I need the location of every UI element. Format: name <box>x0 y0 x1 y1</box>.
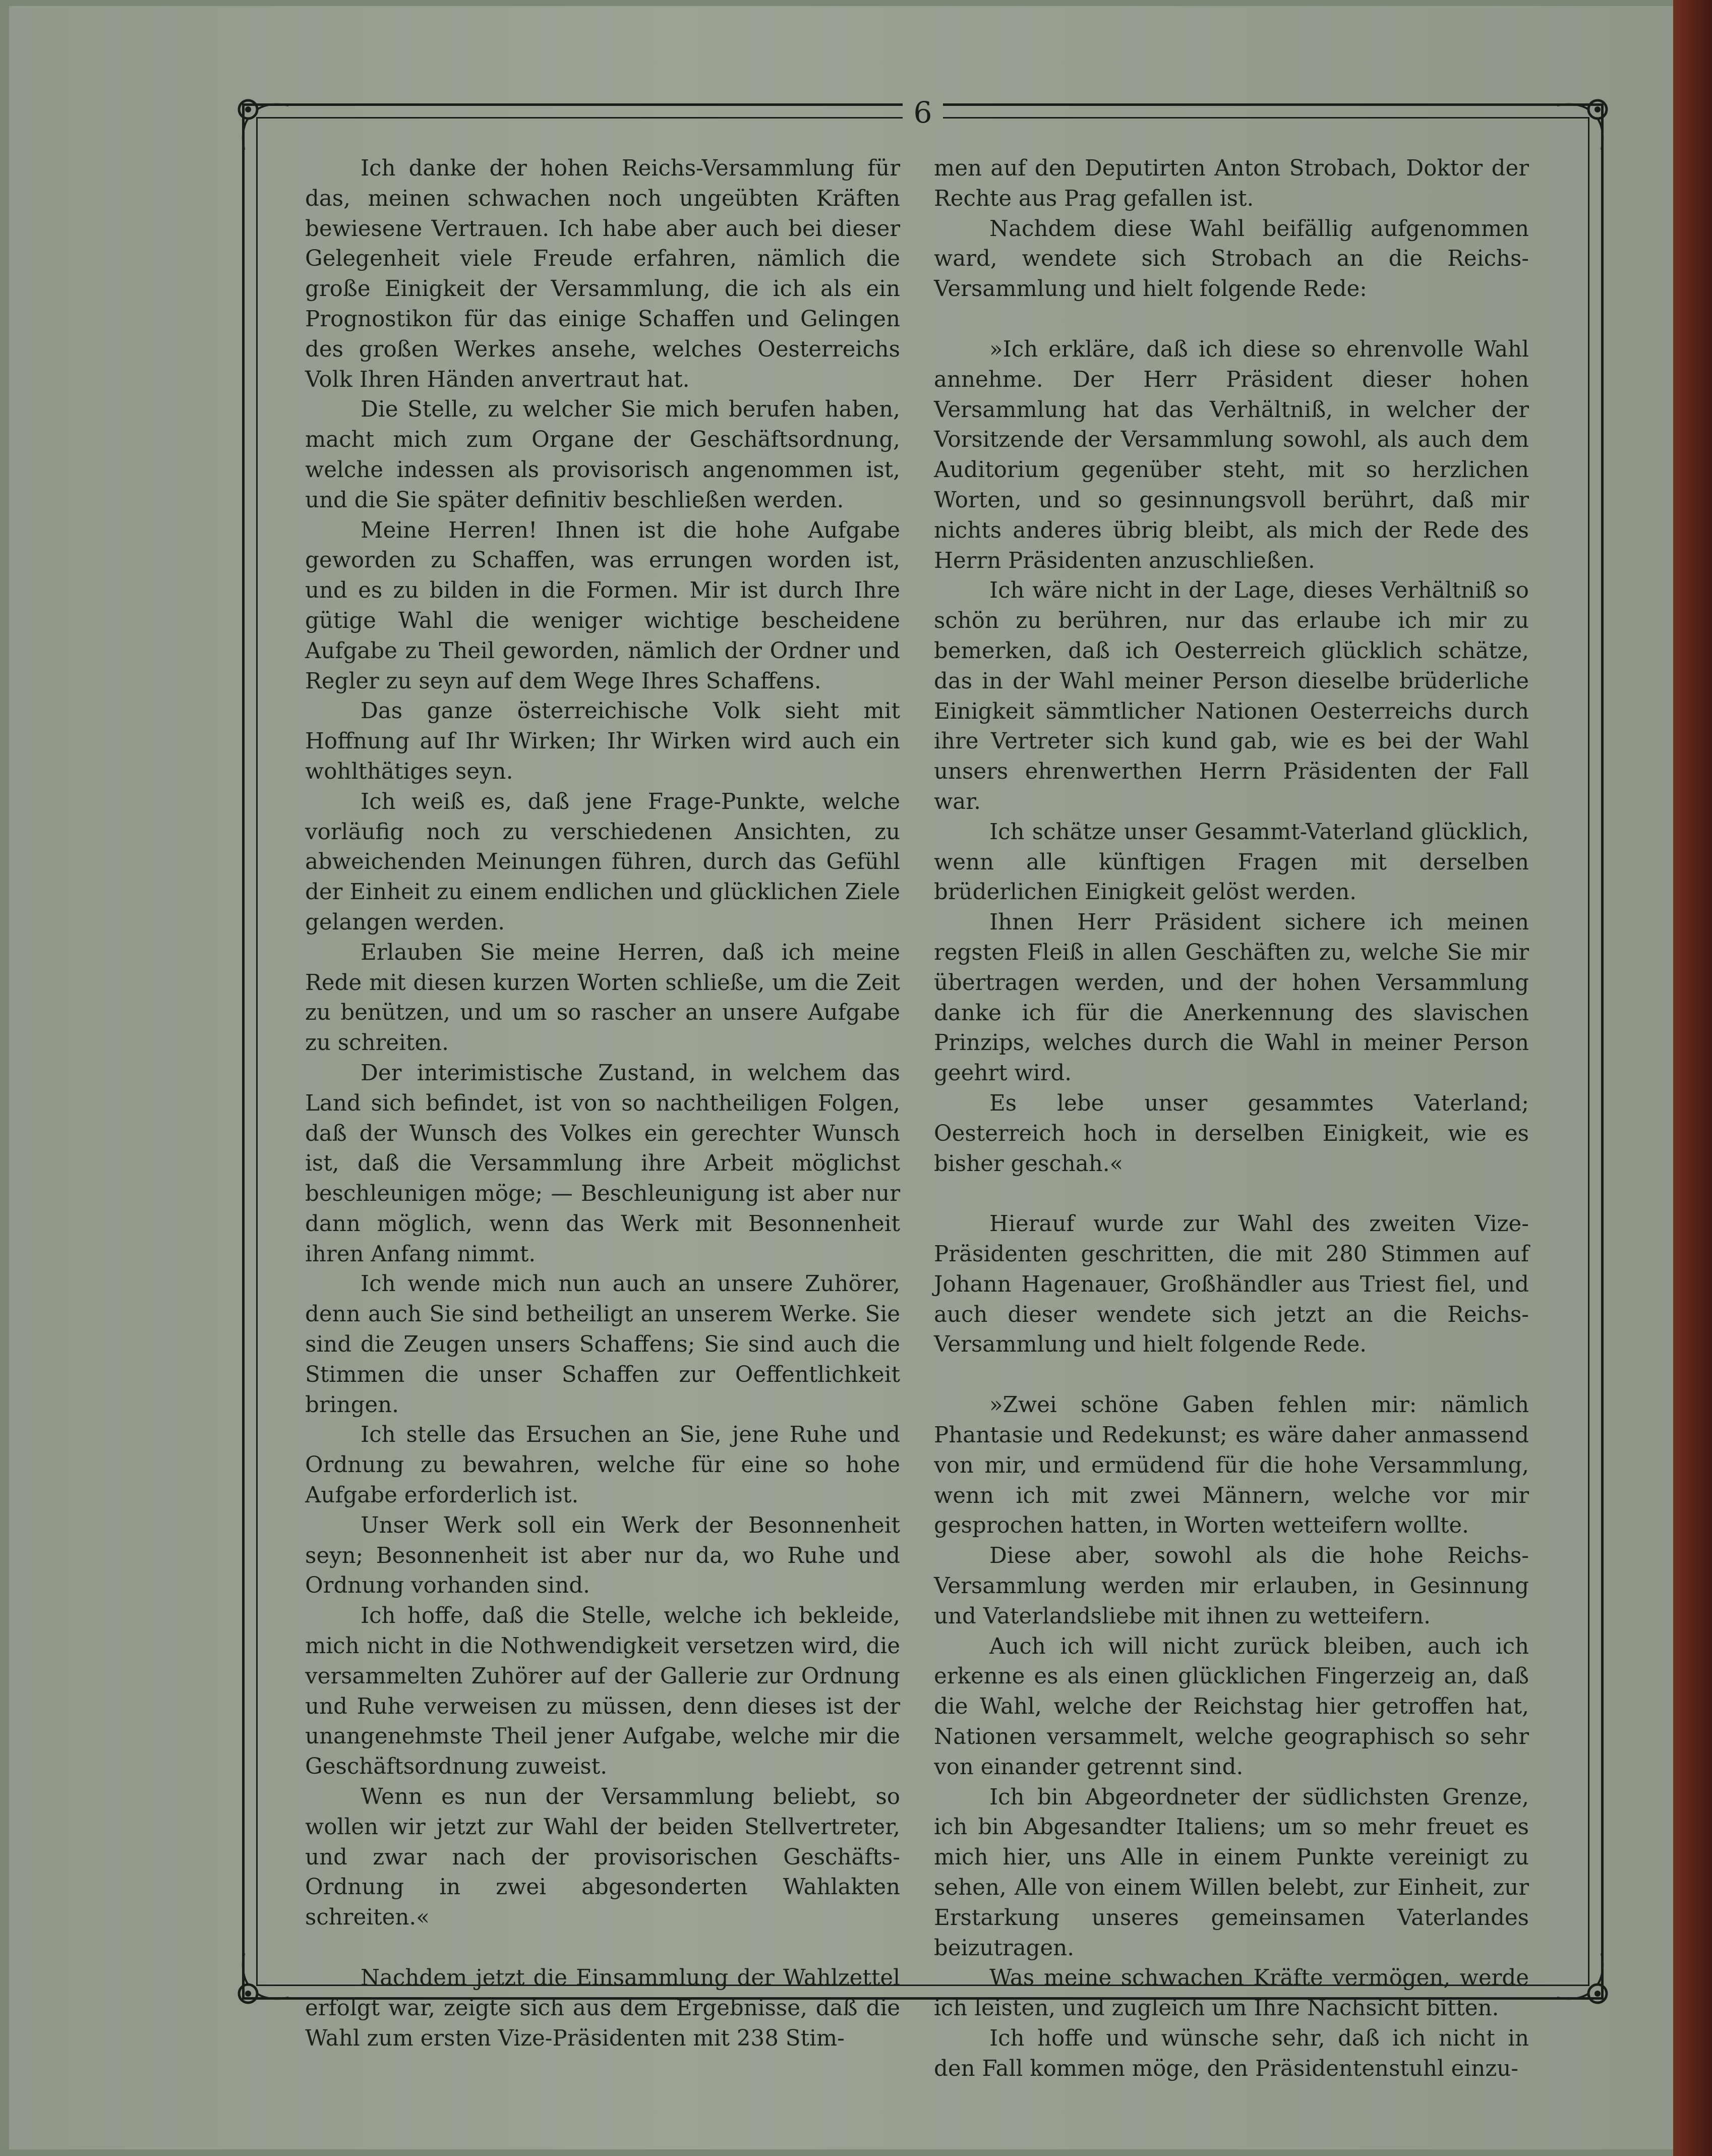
page-number: 6 <box>903 95 943 130</box>
book-spine <box>1673 0 1712 2156</box>
paragraph: Ihnen Herr Präsident sichere ich meinen regsten Fleiß in allen Geschäften zu, welche Sie mir übertragen werden, und der hohen Versammlung danke ich für die Anerkennung des slavischen Prinzips, welches durch die Wahl in meiner Person geehrt wird. <box>934 910 1529 1086</box>
paragraph: Diese aber, sowohl als die hohe Reichs-Versammlung werden mir erlauben, in Gesinnung und Vaterlandsliebe mit ihnen zu wetteifern. <box>934 1543 1529 1629</box>
paragraph: Was meine schwachen Kräfte vermögen, werde ich leisten, und zugleich um Ihre Nachsicht bitten. <box>934 1965 1529 2021</box>
paragraph: Ich stelle das Ersuchen an Sie, jene Ruhe und Ordnung zu bewahren, welche für eine so hohe Aufgabe erforderlich ist. <box>305 1422 900 1508</box>
paragraph: »Zwei schöne Gaben fehlen mir: nämlich Phantasie und Redekunst; es wäre daher anmassend von mir, und ermüdend für die hohe Versammlung, wenn ich mit zwei Männern, welche vor mir gesprochen hatten, in Worten wetteifern wollte. <box>934 1392 1529 1539</box>
paragraph: men auf den Deputirten Anton Strobach, Doktor der Rechte aus Prag gefallen ist. <box>934 156 1529 211</box>
paragraph: »Ich erkläre, daß ich diese so ehrenvolle Wahl annehme. Der Herr Präsident dieser hohen Versammlung hat das Verhältniß, in welcher der Vorsitzende der Versammlung sowohl, als auch dem Auditorium gegenüber steht, mit so herzlichen Worten, und so gesinnungsvoll berührt, daß mir nichts anderes übrig bleibt, als mich der Rede des Herrn Präsidenten anzuschließen. <box>934 336 1529 573</box>
paragraph: Ich weiß es, daß jene Frage-Punkte, welche vorläufig noch zu verschiedenen Ansichten, zu abweichenden Meinungen führen, durch das Gefühl der Einheit zu einem endlichen und glücklichen Ziele gelangen werden. <box>305 789 900 935</box>
text-column-right <box>934 154 1529 2081</box>
paragraph: Nachdem jetzt die Einsammlung der Wahlzettel erfolgt war, zeigte sich aus dem Ergebnisse, daß die Wahl zum ersten Vize-Präsidenten mit 238 Stim- <box>305 1965 900 2051</box>
paragraph: Ich hoffe und wünsche sehr, daß ich nicht in den Fall kommen möge, den Präsidentenstuhl einzu- <box>934 2026 1529 2081</box>
paragraph: Ich wende mich nun auch an unsere Zuhörer, denn auch Sie sind betheiligt an unserem Werke. Sie sind die Zeugen unsers Schaffens; Sie sind auch die Stimmen die unser Schaffen zur Oeffentlichkeit bringen. <box>305 1271 900 1418</box>
paragraph: Ich wäre nicht in der Lage, dieses Verhältniß so schön zu berühren, nur das erlaube ich mir zu bemerken, daß ich Oesterreich glücklich schätze, das in der Wahl meiner Person dieselbe brüderliche Einigkeit sämmtlicher Nationen Oesterreichs durch ihre Vertreter sich kund gab, wie es bei der Wahl unsers ehrenwerthen Herrn Präsidenten der Fall war. <box>934 578 1529 814</box>
corner-ornament-icon <box>233 94 293 155</box>
paragraph: Auch ich will nicht zurück bleiben, auch ich erkenne es als einen glücklichen Fingerzeig an, daß die Wahl, welche der Reichstag hier getroffen hat, Nationen versammelt, welche geographisch so sehr von einander getrennt sind. <box>934 1634 1529 1780</box>
corner-ornament-icon <box>233 1948 293 2009</box>
corner-ornament-icon <box>1552 94 1613 155</box>
paragraph: Ich bin Abgeordneter der südlichsten Grenze, ich bin Abgesandter Italiens; um so mehr freuet es mich hier, uns Alle in einem Punkte vereinigt zu sehen, Alle von einem Willen belebt, zur Einheit, zur Erstarkung unseres gemeinsamen Vaterlandes beizutragen. <box>934 1784 1529 1961</box>
paragraph: Es lebe unser gesammtes Vaterland; Oesterreich hoch in derselben Einigkeit, wie es bisher geschah.« <box>934 1090 1529 1177</box>
paragraph: Erlauben Sie meine Herren, daß ich meine Rede mit diesen kurzen Worten schließe, um die Zeit zu benützen, und um so rascher an unsere Aufgabe zu schreiten. <box>305 940 900 1056</box>
corner-ornament-icon <box>1552 1948 1613 2009</box>
paragraph: Nachdem diese Wahl beifällig aufgenommen ward, wendete sich Strobach an die Reichs-Versammlung und hielt folgende Rede: <box>934 216 1529 302</box>
paragraph: Ich schätze unser Gesammt-Vaterland glücklich, wenn alle künftigen Fragen mit derselben brüderlichen Einigkeit gelöst werden. <box>934 819 1529 905</box>
paragraph: Das ganze österreichische Volk sieht mit Hoffnung auf Ihr Wirken; Ihr Wirken wird auch ein wohlthätiges seyn. <box>305 698 900 784</box>
paragraph: Meine Herren! Ihnen ist die hohe Aufgabe geworden zu Schaffen, was errungen worden ist, und es zu bilden in die Formen. Mir ist durch Ihre gütige Wahl die weniger wichtige bescheidene Aufgabe zu Theil geworden, nämlich der Ordner und Regler zu seyn auf dem Wege Ihres Schaffens. <box>305 517 900 694</box>
paragraph: Der interimistische Zustand, in welchem das Land sich befindet, ist von so nachtheiligen Folgen, daß der Wunsch des Volkes ein gerechter Wunsch ist, daß die Versammlung ihre Arbeit möglichst beschleunigen möge; — Beschleunigung ist aber nur dann möglich, wenn das Werk mit Besonnenheit ihren Anfang nimmt. <box>305 1060 900 1267</box>
paragraph: Hierauf wurde zur Wahl des zweiten Vize-Präsidenten geschritten, die mit 280 Stimmen auf Johann Hagenauer, Großhändler aus Triest fiel, und auch dieser wendete sich jetzt an die Reichs-Versammlung und hielt folgende Rede. <box>934 1211 1529 1358</box>
paragraph: Unser Werk soll ein Werk der Besonnenheit seyn; Besonnenheit ist aber nur da, wo Ruhe und Ordnung vorhanden sind. <box>305 1512 900 1599</box>
paragraph: Ich danke der hohen Reichs-Versammlung für das, meinen schwachen noch ungeübten Kräften bewiesene Vertrauen. Ich habe aber auch bei dieser Gelegenheit viele Freude erfahren, nämlich die große Einigkeit der Versammlung, die ich als ein Prognostikon für das einige Schaffen und Gelingen des großen Werkes ansehe, welches Oesterreichs Volk Ihren Händen anvertraut hat. <box>305 156 900 392</box>
text-column-left <box>305 154 900 2051</box>
paragraph: Wenn es nun der Versammlung beliebt, so wollen wir jetzt zur Wahl der beiden Stellvertreter, und zwar nach der provisorischen Geschäfts-Ordnung in zwei abgesonderten Wahlakten schreiten.« <box>305 1784 900 1931</box>
paragraph: Ich hoffe, daß die Stelle, welche ich bekleide, mich nicht in die Nothwendigkeit versetzen wird, die versammelten Zuhörer auf der Gallerie zur Ordnung und Ruhe verweisen zu müssen, denn dieses ist der unangenehmste Theil jener Aufgabe, welche mir die Geschäftsordnung zuweist. <box>305 1603 900 1780</box>
paragraph: Die Stelle, zu welcher Sie mich berufen haben, macht mich zum Organe der Geschäftsordnung, welche indessen als provisorisch angenommen ist, und die Sie später definitiv beschließen werden. <box>305 397 900 513</box>
